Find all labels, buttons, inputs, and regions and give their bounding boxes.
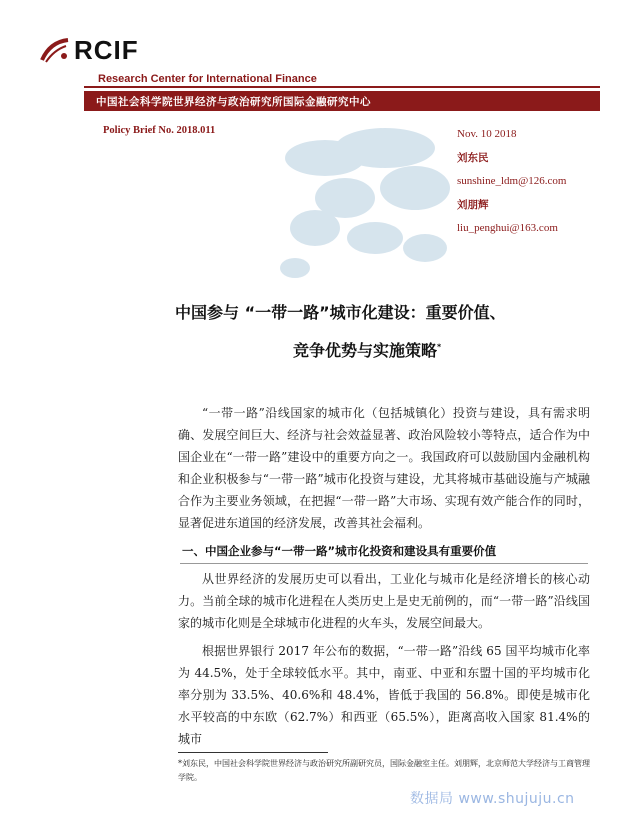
publication-date: Nov. 10 2018 [457,128,517,140]
section-heading: 一、中国企业参与“一带一路”城市化投资和建设具有重要价值 [182,544,497,558]
header-divider [84,86,600,88]
paragraph: 根据世界银行 2017 年公布的数据，“一带一路”沿线 65 国平均城市化率为 44.5%，处于全球较低水平。其中，南亚、中亚和东盟十国的平均城市化率分别为 33.5%、40.6%和 48.4%，皆低于我国的 56.8%。即使是城市化水平较高的中东欧（62.7%）和西亚（65.5%），距离高收入国家 81.4%的城市 [178,644,590,746]
author-name: 刘东民 [457,151,489,164]
paragraph-abstract: “一带一路”沿线国家的城市化（包括城镇化）投资与建设，具有需求明确、发展空间巨大、经济与社会效益显著、政治风险较小等特点，适合作为中国企业在“一带一路”建设中的重要方向之一。我国政府可以鼓励国内金融机构和企业积极参与“一带一路”城市化投资与建设，尤其将城市基础设施与产城融合作为主要业务领域，在把握“一带一路”大市场、实现有效产能合作的同时，显著促进东道国的经济发展，改善其社会福利。 [178,406,590,530]
title-line-1: 中国参与 “一带一路”城市化建设：重要价值、 [175,303,506,322]
site-watermark: 数据局 www.shujuju.cn [410,791,575,807]
author-block [457,123,566,241]
swoosh-logo-icon [40,38,70,64]
rcif-logo [40,35,139,66]
footnote: *刘东民，中国社会科学院世界经济与政治研究所副研究员，国际金融室主任。刘朋辉，北京师范大学经济与工商管理学院。 [178,759,590,782]
footnote-divider [178,752,328,753]
author-name: 刘朋辉 [457,198,489,211]
title-line-2-text: 竞争优势与实施策略 [293,341,438,360]
logo-text: RCIF [74,35,139,65]
author-email[interactable]: sunshine_ldm@126.com [457,175,567,187]
world-map-watermark-icon [265,118,465,288]
org-name-english: Research Center for International Finance [98,73,317,85]
org-name-chinese: 中国社会科学院世界经济与政治研究所国际金融研究中心 [96,96,371,108]
paragraph: 从世界经济的发展历史可以看出，工业化与城市化是经济增长的核心动力。当前全球的城市化进程在人类历史上是史无前例的，而“一带一路”沿线国家的城市化则是全球城市化进程的火车头，发展空间最大。 [178,572,590,630]
title-footnote-mark: * [437,342,442,352]
policy-brief-number: Policy Brief No. 2018.011 [103,125,216,136]
author-email[interactable]: liu_penghui@163.com [457,222,558,234]
title-line-2 [293,338,637,361]
section-divider [180,563,588,564]
